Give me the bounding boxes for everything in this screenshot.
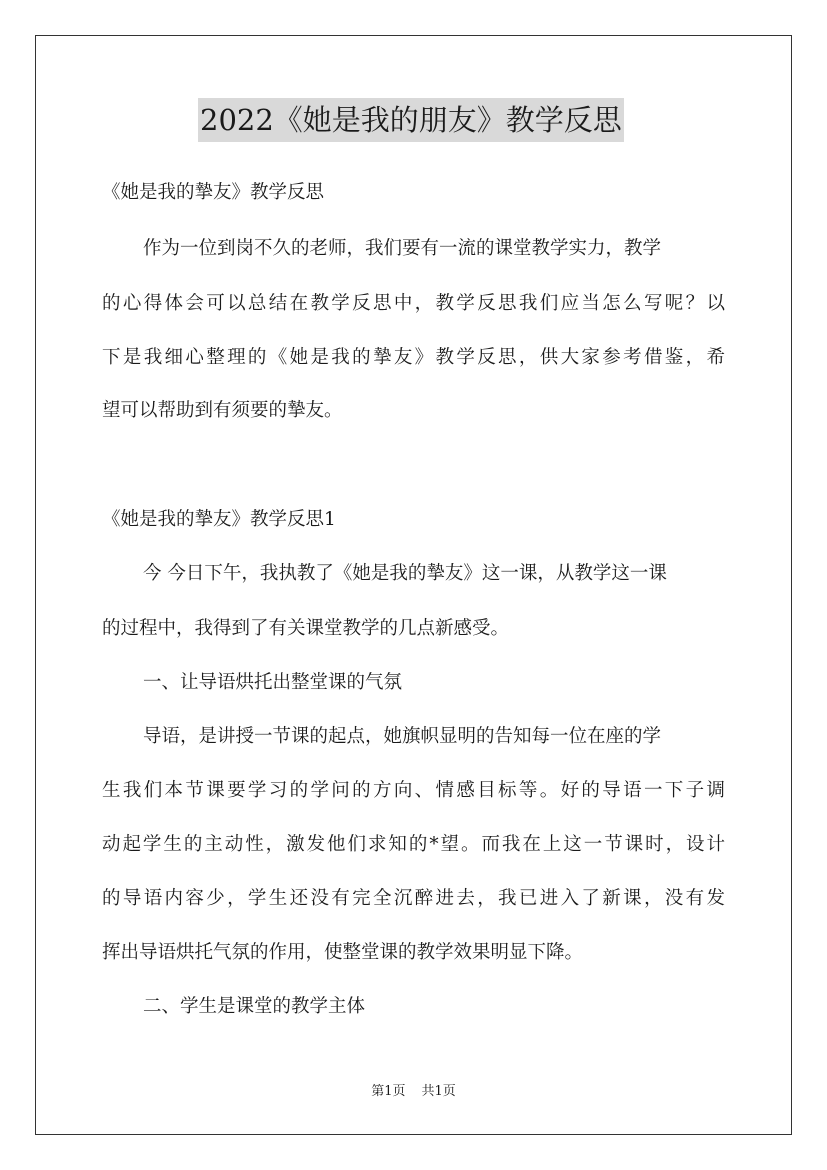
document-title: 2022《她是我的朋友》教学反思 bbox=[198, 98, 624, 142]
point-para-line-1: 导语，是讲授一节课的起点，她旗帜显明的告知每一位在座的学 bbox=[143, 726, 662, 747]
page-total: 共1页 bbox=[421, 1084, 456, 1099]
document-subtitle: 《她是我的摯友》教学反思 bbox=[102, 182, 325, 203]
section-para-line-2: 的过程中，我得到了有关课堂教学的几点新感受。 bbox=[102, 618, 510, 639]
page-number: 第1页 bbox=[371, 1084, 406, 1099]
point-heading-1: 一、让导语烘托出整堂课的气氛 bbox=[143, 672, 403, 693]
point-para-line-4: 的导语内容少，学生还没有完全沉醉进去，我已进入了新课，没有发 bbox=[102, 888, 725, 909]
section-heading: 《她是我的摯友》教学反思1 bbox=[102, 509, 336, 530]
section-para-line-1: 今 今日下午，我执教了《她是我的摯友》这一课，从教学这一课 bbox=[143, 563, 667, 584]
intro-line-2: 的心得体会可以总结在教学反思中，教学反思我们应当怎么写呢？以 bbox=[102, 293, 725, 314]
point-heading-2: 二、学生是课堂的教学主体 bbox=[143, 996, 366, 1017]
point-para-line-3: 动起学生的主动性，激发他们求知的*望。而我在上这一节课时，设计 bbox=[102, 834, 725, 855]
point-para-line-2: 生我们本节课要学习的学问的方向、情感目标等。好的导语一下子调 bbox=[102, 780, 725, 801]
intro-line-3: 下是我细心整理的《她是我的摯友》教学反思，供大家参考借鉴，希 bbox=[102, 347, 725, 368]
intro-line-1: 作为一位到岗不久的老师，我们要有一流的课堂教学实力，教学 bbox=[143, 238, 662, 259]
page-footer bbox=[0, 1083, 827, 1101]
intro-line-4: 望可以帮助到有须要的摯友。 bbox=[102, 400, 343, 421]
point-para-line-5: 挥出导语烘托气氛的作用，使整堂课的教学效果明显下降。 bbox=[102, 942, 584, 963]
